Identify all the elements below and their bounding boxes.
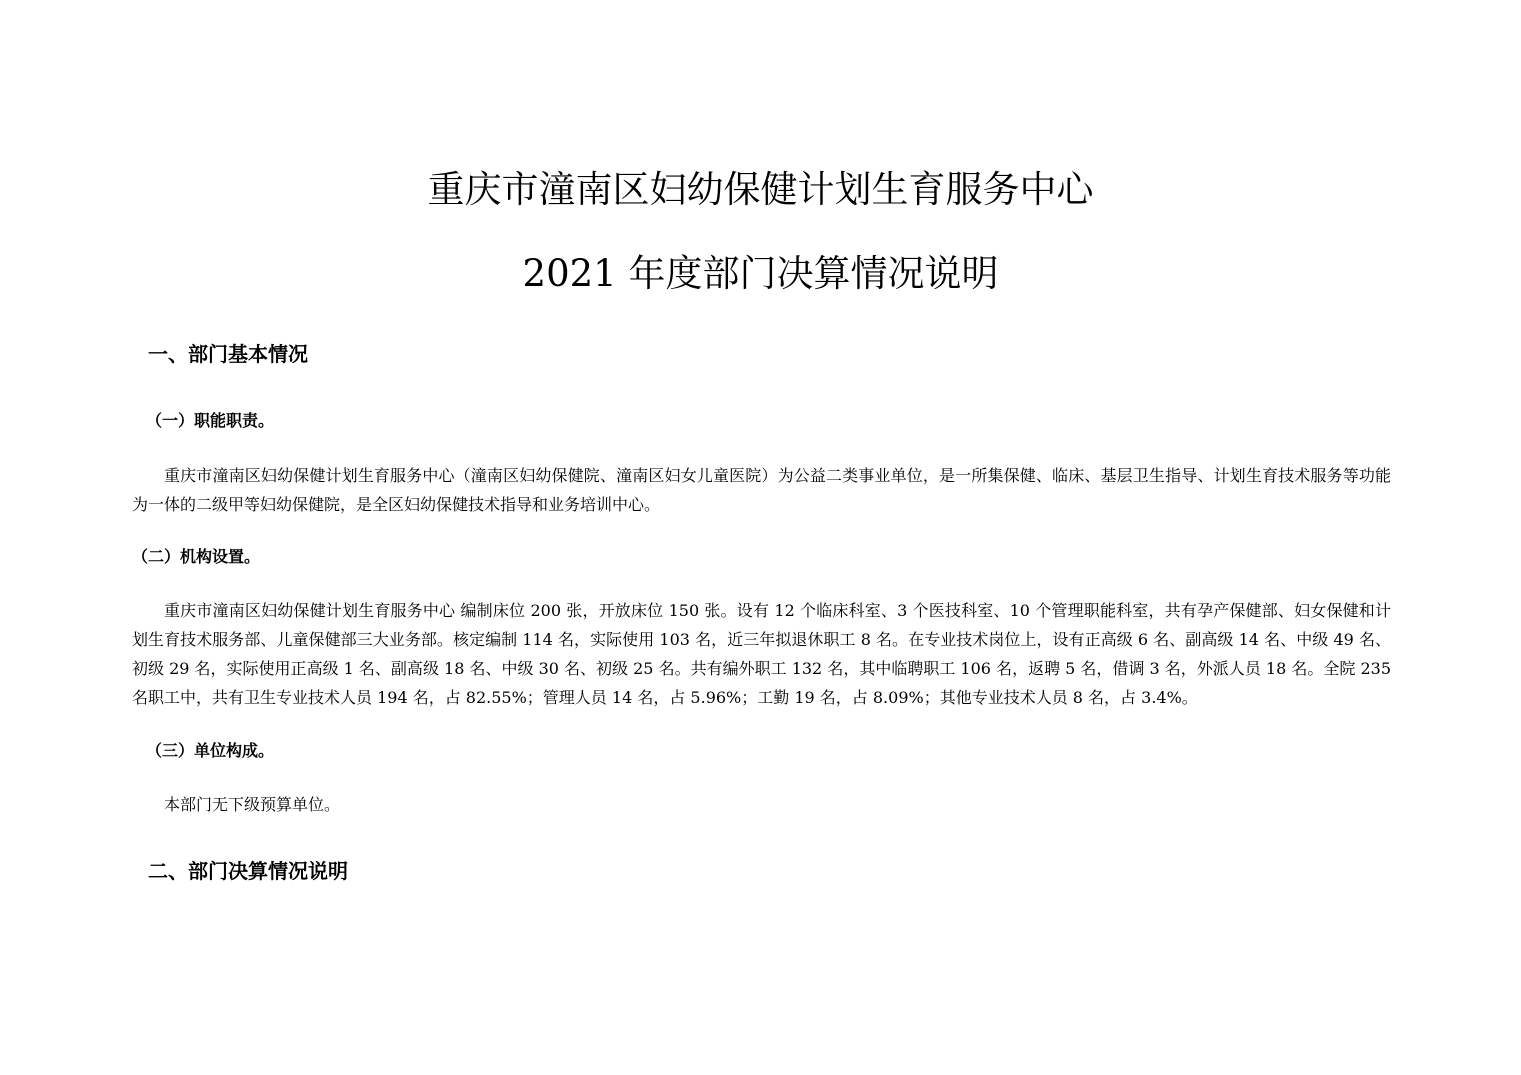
subsection-2-paragraph: 重庆市潼南区妇幼保健计划生育服务中心 编制床位 200 张，开放床位 150 张。设有 12 个临床科室、3 个医技科室、10 个管理职能科室，共有孕产保健部、妇女保健和计划生育技术服务部、儿童保健部三大业务部。核定编制 114 名，实际使用 103 名，近三年拟退休职工 8 名。在专业技术岗位上，设有正高级 6 名、副高级 14 名、中级 49 名、初级 29 名，实际使用正高级 1 名、副高级 18 名、中级 30 名、初级 25 名。共有编外职工 132 名，其中临聘职工 106 名，返聘 5 名，借调 3 名，外派人员 18 名。全院 235 名职工中，共有卫生专业技术人员 194 名，占 82.55%；管理人员 14 名，占 5.96%；工勤 19 名，占 8.09%；其他专业技术人员 8 名，占 3.4%。 [132,601,1391,707]
subsection-1-heading: （一）职能职责。 [146,411,275,430]
subsection-3-heading: （三）单位构成。 [146,741,275,760]
document-title-line-1: 重庆市潼南区妇幼保健计划生育服务中心 [427,168,1094,211]
subsection-2-heading: （二）机构设置。 [132,547,261,566]
document-title-line-2: 2021 年度部门决算情况说明 [522,252,999,295]
section-2-heading: 二、部门决算情况说明 [148,859,348,883]
section-1-heading: 一、部门基本情况 [148,342,308,366]
subsection-1-paragraph: 重庆市潼南区妇幼保健计划生育服务中心（潼南区妇幼保健院、潼南区妇女儿童医院）为公益二类事业单位，是一所集保健、临床、基层卫生指导、计划生育技术服务等功能为一体的二级甲等妇幼保健院，是全区妇幼保健技术指导和业务培训中心。 [132,466,1391,514]
subsection-3-paragraph: 本部门无下级预算单位。 [164,795,341,814]
